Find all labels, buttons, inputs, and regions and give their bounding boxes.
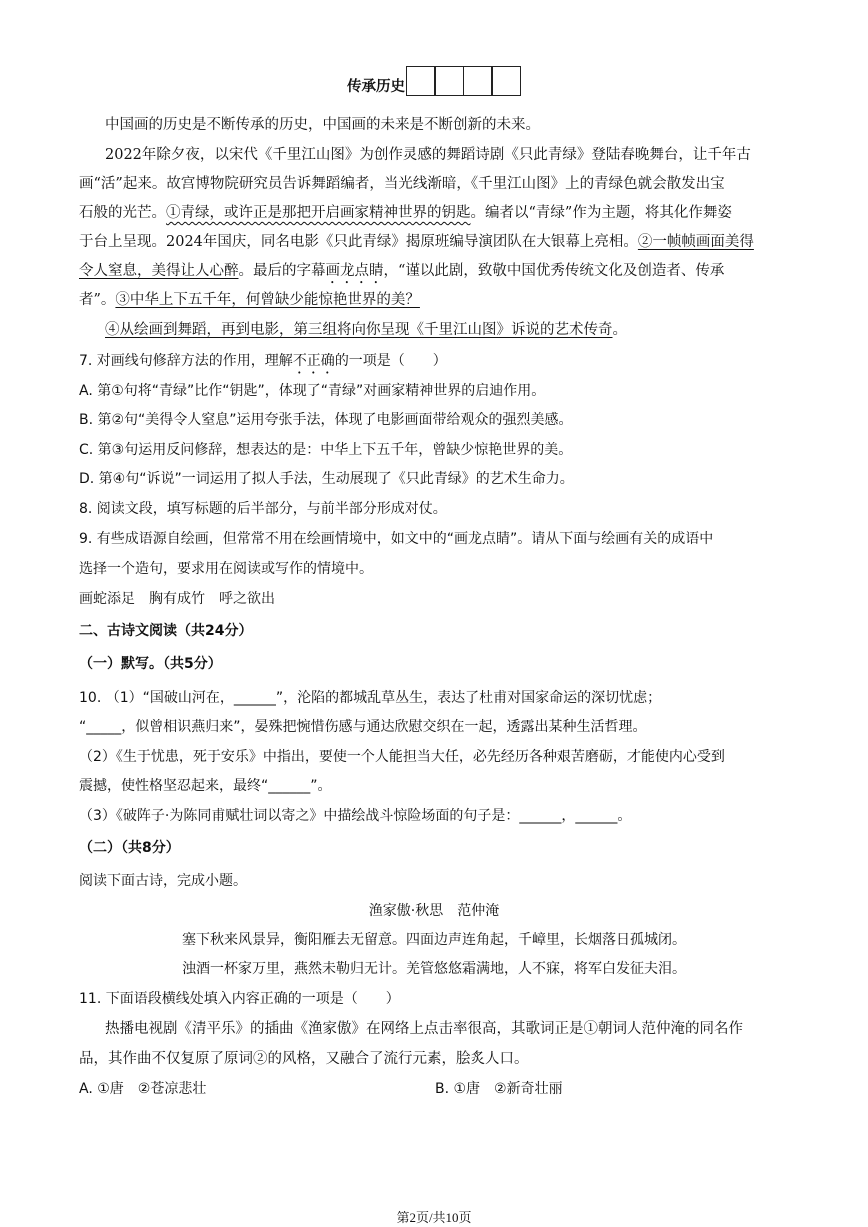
q10-line2: “_____，似曾相识燕归来”，晏殊把惋惜伤感与通达欣慰交织在一起，透露出某种生活哲理。: [79, 719, 647, 735]
q11-passage-line1: 热播电视剧《清平乐》的插曲《渔家傲》在网络上点击率很高，其歌词正是①朝词人范仲淹的同名作: [105, 1021, 743, 1037]
section-heading: 二、古诗文阅读（共24分）: [79, 623, 253, 639]
passage-p1-line2: 画“活”起来。故宫博物院研究员告诉舞蹈编者，当光线渐暗，《千里江山图》上的青绿色就会散发出宝: [79, 176, 725, 192]
passage-p1-line4: 于台上呈现。2024年国庆，同名电影《只此青绿》揭原班编导演团队在大银幕上亮相。②一帧帧画面美得: [79, 234, 754, 250]
q10-line4: 震撼，使性格坚忍起来，最终“______”。: [79, 778, 332, 794]
sentence-2: ②一帧帧画面美得: [637, 234, 754, 250]
q7-option-a[interactable]: A. 第①句将“青绿”比作“钥匙”，体现了“青绿”对画家精神世界的启迪作用。: [79, 383, 546, 399]
q9-line1: 9. 有些成语源自绘画，但常常不用在绘画情境中，如文中的“画龙点睛”。请从下面与绘画有关的成语中: [79, 531, 714, 547]
poem-intro: 阅读下面古诗，完成小题。: [79, 873, 247, 889]
q7-option-b[interactable]: B. 第②句“美得令人窒息”运用夸张手法，体现了电影画面带给观众的强烈美感。: [79, 412, 573, 428]
poem-title: 渔家傲·秋思 范仲淹: [368, 903, 500, 919]
sentence-1: ①青绿，或许正是那把开启画家精神世界的钥匙: [166, 205, 471, 221]
subsection-1: （一）默写。（共5分）: [79, 656, 222, 672]
sentence-2-cont: 令人窒息，美得让人心醉: [79, 263, 239, 279]
q11-option-a[interactable]: A. ①唐 ②苍凉悲壮: [79, 1081, 207, 1097]
q11-option-b[interactable]: B. ①唐 ②新奇壮丽: [435, 1081, 563, 1097]
answer-box[interactable]: [434, 66, 464, 96]
q9-options: 画蛇添足 胸有成竹 呼之欲出: [79, 591, 275, 607]
passage-p1-line6: 者”。③中华上下五千年，何曾缺少能惊艳世界的美？: [79, 292, 420, 308]
title-row: [0, 72, 868, 102]
subsection-2: （二）（共8分）: [79, 840, 180, 856]
poem-line-2: 浊酒一杯家万里，燕然未勒归无计。羌管悠悠霜满地，人不寐，将军白发征夫泪。: [182, 961, 686, 977]
title-label: 传承历史: [347, 78, 405, 95]
q11-stem: 11. 下面语段横线处填入内容正确的一项是（ ）: [79, 991, 400, 1007]
page-number: 第2页/共10页: [396, 1210, 472, 1225]
q10-line5: （3）《破阵子·为陈同甫赋壮词以寄之》中描绘战斗惊险场面的句子是：______，______。: [79, 808, 632, 824]
passage-p1-line3: 石般的光芒。①青绿，或许正是那把开启画家精神世界的钥匙。编者以“青绿”作为主题，将其化作舞姿: [79, 205, 732, 221]
poem-line-1: 塞下秋来风景异，衡阳雁去无留意。四面边声连角起，千嶂里，长烟落日孤城闭。: [182, 932, 686, 948]
passage-p2: ④从绘画到舞蹈，再到电影，第三组将向你呈现《千里江山图》诉说的艺术传奇。: [105, 322, 627, 338]
answer-box[interactable]: [463, 66, 493, 96]
q8-stem: 8. 阅读文段，填写标题的后半部分，与前半部分形成对仗。: [79, 501, 447, 517]
passage-p0: 中国画的历史是不断传承的历史，中国画的未来是不断创新的未来。: [105, 117, 540, 133]
q11-passage-line2: 品，其作曲不仅复原了原词②的风格，又融合了流行元素，脍炙人口。: [79, 1051, 529, 1067]
sentence-3: ③中华上下五千年，何曾缺少能惊艳世界的美？: [115, 292, 420, 308]
answer-box[interactable]: [406, 66, 436, 96]
answer-boxes[interactable]: [407, 66, 521, 96]
passage-p1-line5: 令人窒息，美得让人心醉。最后的字幕画龙点睛，“谨以此剧，致敬中国优秀传统文化及创造者、传承: [79, 263, 725, 279]
q9-line2: 选择一个造句，要求用在阅读或写作的情境中。: [79, 561, 373, 577]
dotted-idiom: 画龙点睛: [325, 263, 384, 279]
q7-option-c[interactable]: C. 第③句运用反问修辞，想表达的是：中华上下五千年，曾缺少惊艳世界的美。: [79, 442, 573, 458]
q10-line3: （2）《生于忧患，死于安乐》中指出，要使一个人能担当大任，必先经历各种艰苦磨砺，才能使内心受到: [79, 749, 725, 765]
answer-box[interactable]: [491, 66, 521, 96]
sentence-4: ④从绘画到舞蹈，再到电影，第三组将向你呈现《千里江山图》诉说的艺术传奇: [105, 322, 613, 338]
q7-stem: 7. 对画线句修辞方法的作用，理解不正确的一项是（ ）: [79, 353, 447, 369]
q10-line1: 10. （1）“国破山河在，______”，沦陷的都城乱草丛生，表达了杜甫对国家命运的深切忧虑；: [79, 690, 662, 706]
passage-p1-line1: 2022年除夕夜，以宋代《千里江山图》为创作灵感的舞蹈诗剧《只此青绿》登陆春晚舞台，让千年古: [105, 147, 751, 163]
q7-option-d[interactable]: D. 第④句“诉说”一词运用了拟人手法，生动展现了《只此青绿》的艺术生命力。: [79, 471, 574, 487]
